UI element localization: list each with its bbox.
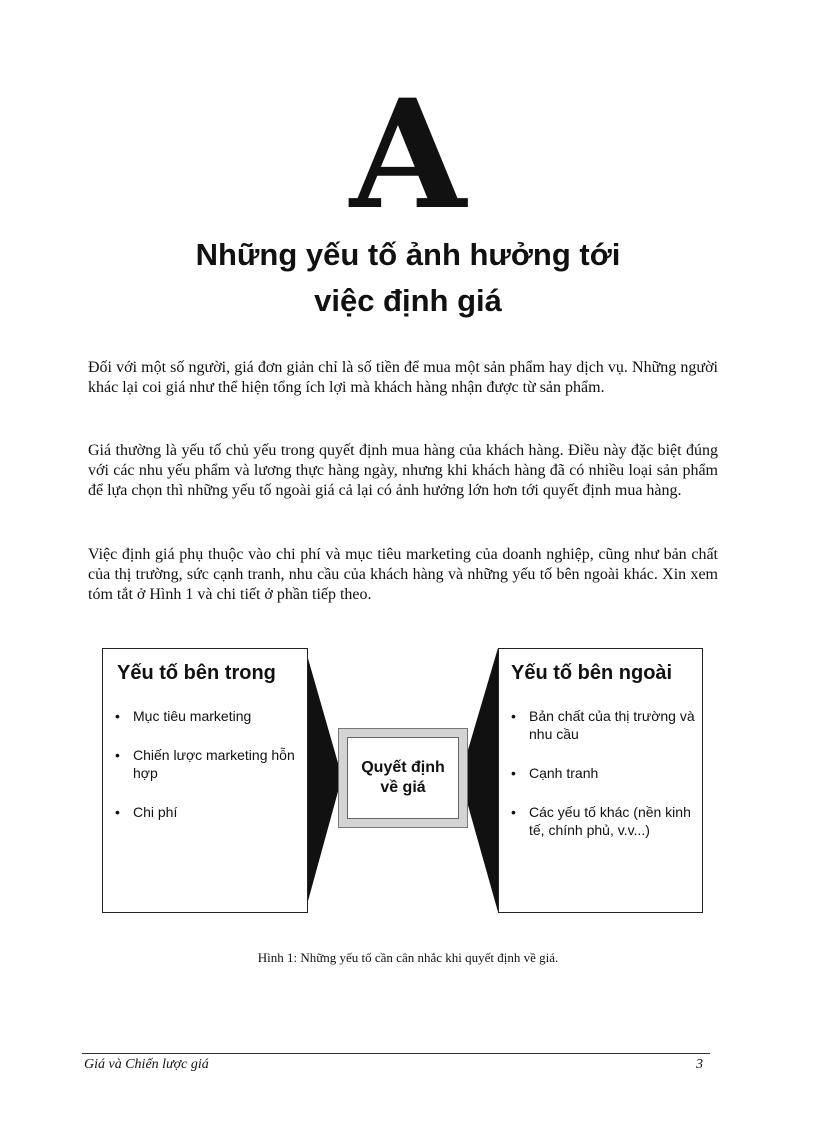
list-item-text: Các yếu tố khác (nền kinh tế, chính phủ, v.v...) <box>529 804 691 838</box>
footer-page-number: 3 <box>696 1057 703 1072</box>
footer-divider <box>82 1053 710 1054</box>
paragraph-1: Đối với một số người, giá đơn giản chỉ là số tiền để mua một sản phẩm hay dịch vụ. Những người khác lại coi giá như thể hiện tổng ích lợi mà khách hàng nhận được từ sản phẩm. <box>88 359 718 396</box>
external-factors-list <box>511 707 696 860</box>
footer-book-title: Giá và Chiến lược giá <box>84 1057 209 1072</box>
list-item <box>511 764 696 782</box>
external-factors-title: Yếu tố bên ngoài <box>511 662 673 684</box>
list-item-text: Cạnh tranh <box>529 765 599 781</box>
internal-factors-box <box>102 648 308 913</box>
price-decision-line1: Quyết định <box>361 759 445 776</box>
bullet-icon: • <box>511 708 516 724</box>
list-item-text: Mục tiêu marketing <box>133 708 252 724</box>
internal-factors-title: Yếu tố bên trong <box>117 662 276 684</box>
chapter-letter: A <box>349 67 467 243</box>
bullet-icon: • <box>115 804 120 820</box>
list-item-text: Bản chất của thị trường và nhu cầu <box>529 708 695 742</box>
list-item <box>511 707 696 743</box>
bullet-icon: • <box>115 708 120 724</box>
bullet-icon: • <box>511 804 516 820</box>
list-item-text: Chi phí <box>133 804 178 820</box>
price-decision-box <box>338 728 468 828</box>
list-item <box>511 803 696 839</box>
chapter-title-line1: Những yếu tố ảnh hưởng tới <box>195 237 621 272</box>
list-item <box>115 803 301 821</box>
list-item <box>115 746 301 782</box>
list-item-text: Chiến lược marketing hỗn hợp <box>133 747 295 781</box>
price-decision-label <box>347 737 459 819</box>
price-decision-line2: về giá <box>380 779 426 796</box>
paragraph-2: Giá thường là yếu tố chủ yếu trong quyết định mua hàng của khách hàng. Điều này đặc biệt đúng với các nhu yếu phẩm và lương thực hàng ngày, nhưng khi khách hàng đã có nhiều loại sản phẩm để lựa chọn thì những yếu tố ngoài giá cả lại có ảnh hưởng lớn hơn tới quyết định mua hàng. <box>88 442 718 499</box>
bullet-icon: • <box>115 747 120 763</box>
left-arrow-shape <box>305 648 342 912</box>
external-factors-box <box>498 648 703 913</box>
list-item <box>115 707 301 725</box>
figure-caption: Hình 1: Những yếu tố cần cân nhắc khi quyết định về giá. <box>257 950 559 965</box>
internal-factors-list <box>115 707 301 842</box>
paragraph-3: Việc định giá phụ thuộc vào chi phí và mục tiêu marketing của doanh nghiệp, cũng như bản chất của thị trường, sức cạnh tranh, nhu cầu của khách hàng và những yếu tố bên ngoài khác. Xin xem tóm tắt ở Hình 1 và chi tiết ở phần tiếp theo. <box>88 546 718 603</box>
chapter-title-line2: việc định giá <box>314 283 502 318</box>
bullet-icon: • <box>511 765 516 781</box>
